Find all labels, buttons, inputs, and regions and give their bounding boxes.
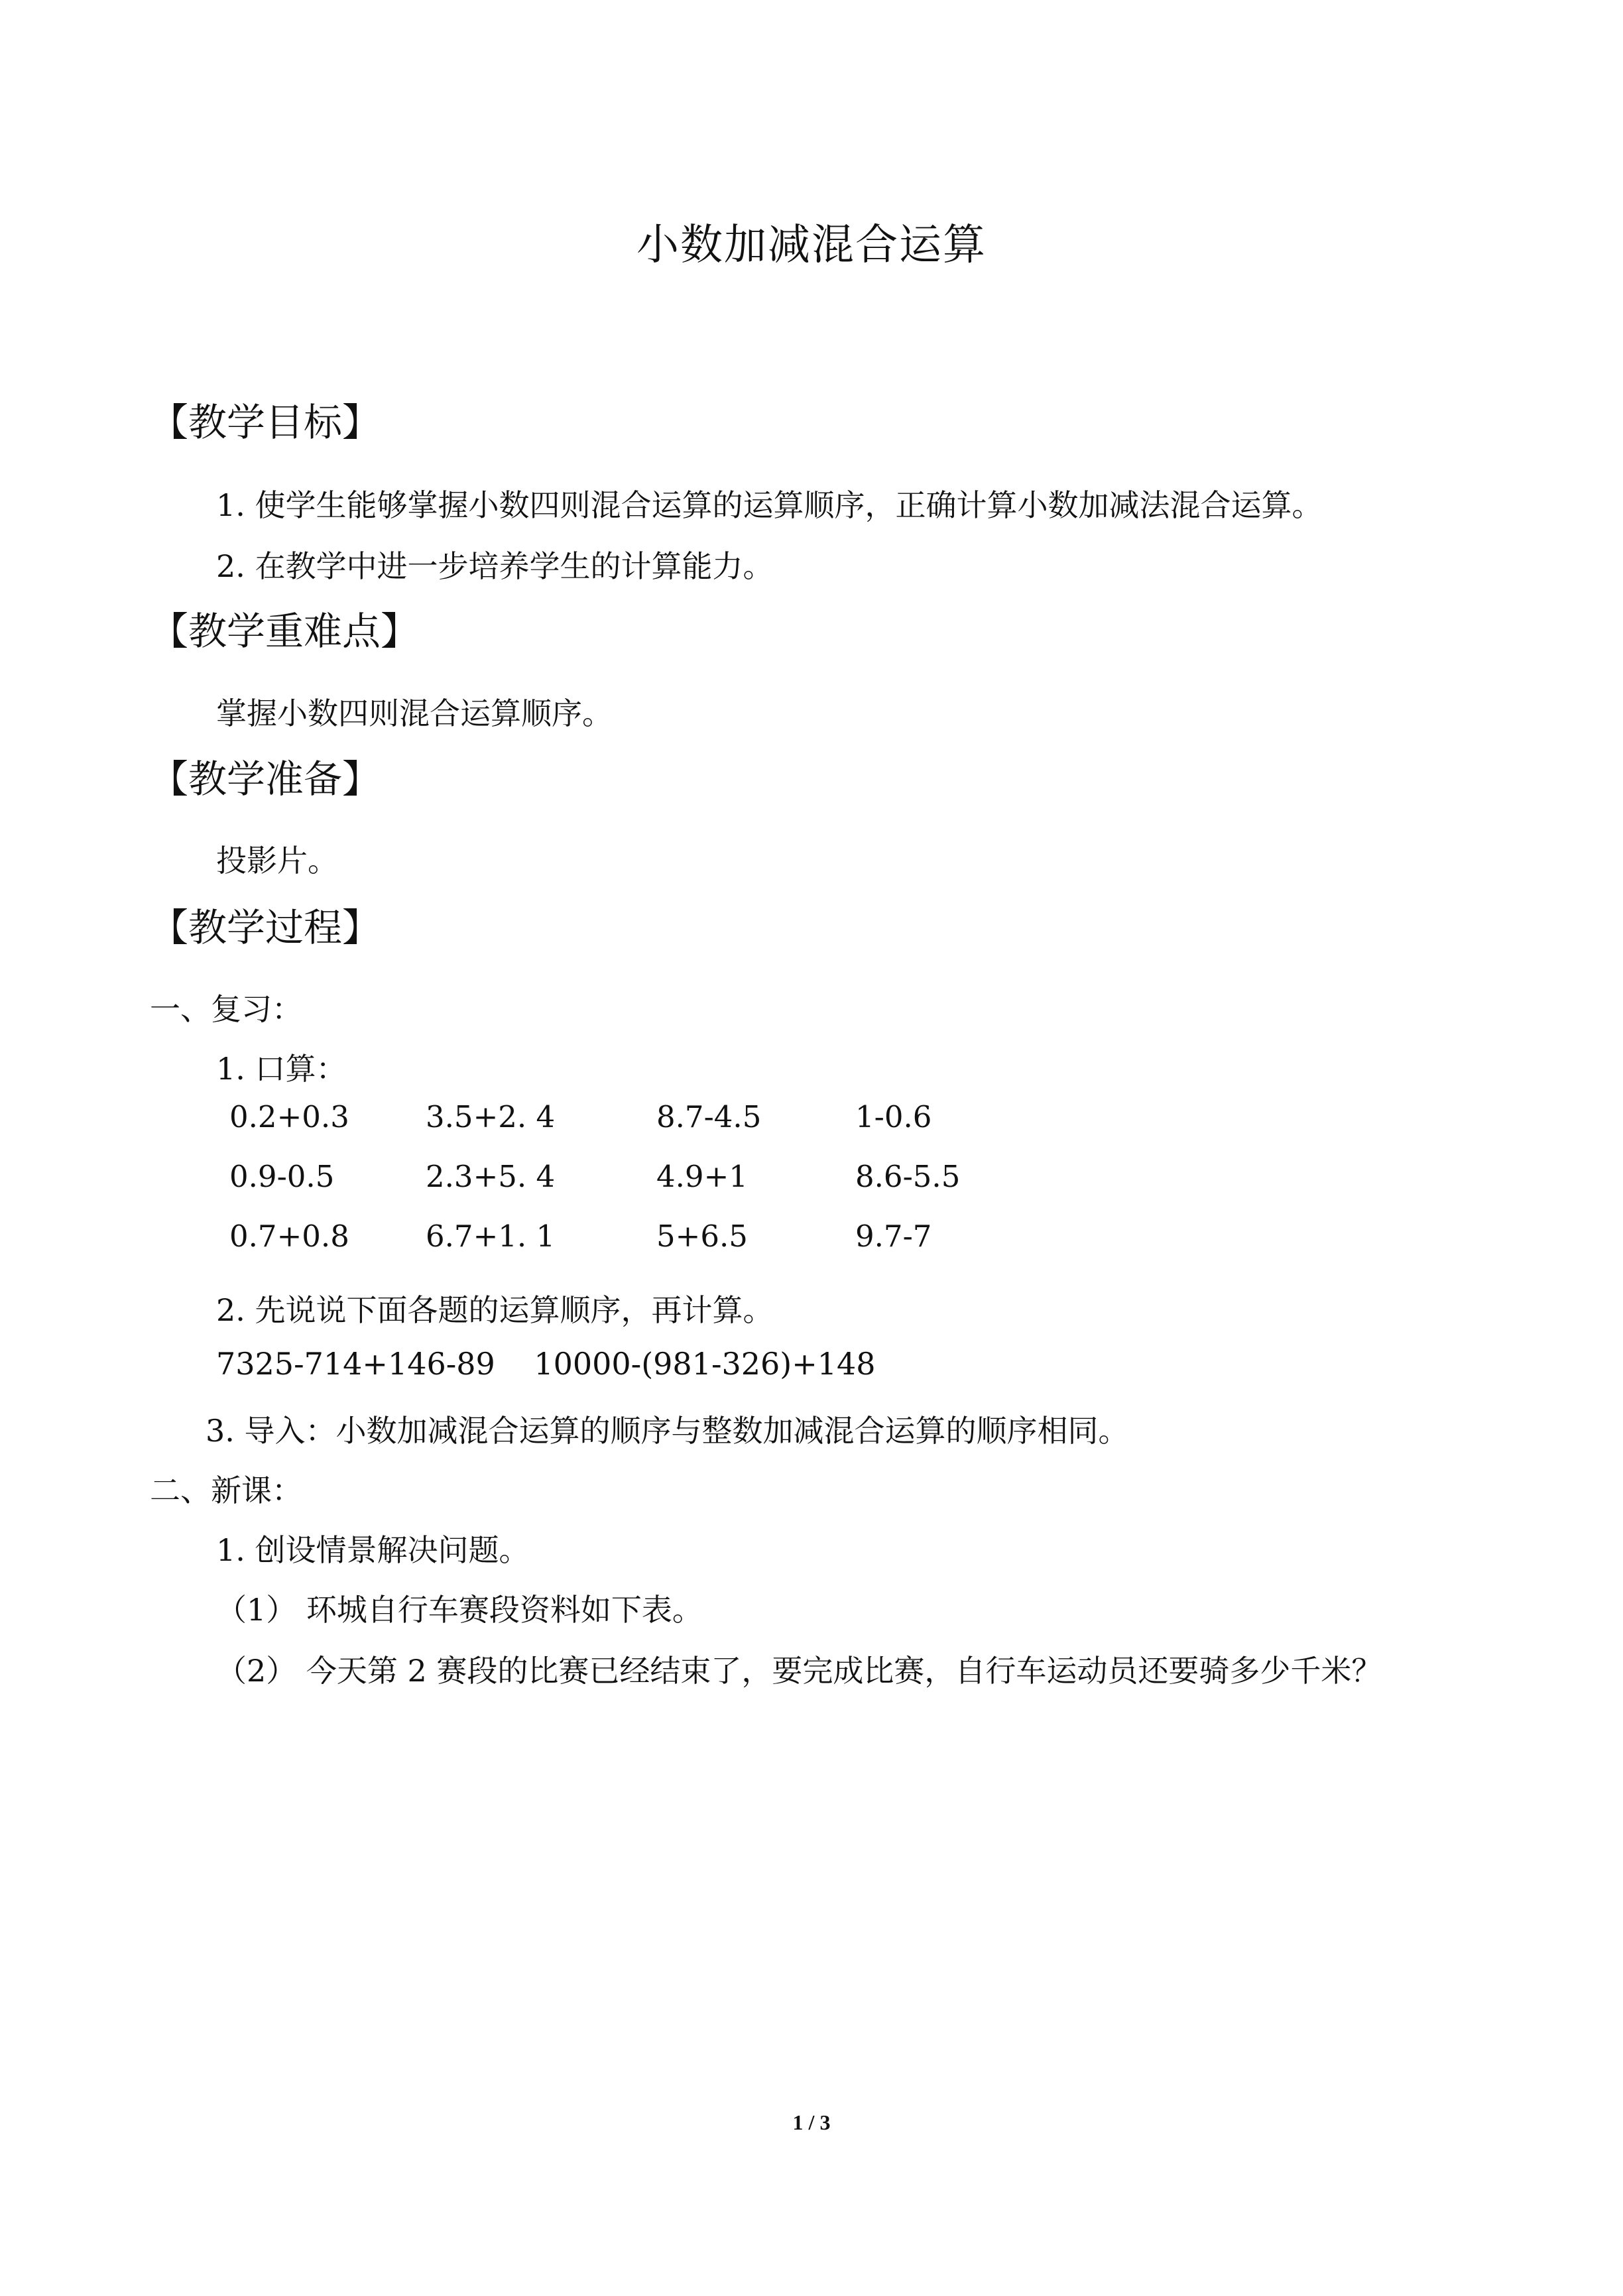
page-title: 小数加减混合运算 (636, 221, 987, 270)
objectives-heading: 【教学目标】 (150, 400, 381, 445)
calc-expression: 6.7+1. 1 (426, 1219, 556, 1254)
page-number: 1 / 3 (792, 2110, 831, 2134)
order-label: 2. 先说说下面各题的运算顺序，再计算。 (216, 1292, 774, 1328)
calc-expression: 4.9+1 (656, 1159, 748, 1194)
objective-item: 2. 在教学中进一步培养学生的计算能力。 (216, 548, 774, 584)
scenario-label: 1. 创设情景解决问题。 (216, 1532, 530, 1568)
calc-expression: 1-0.6 (855, 1099, 932, 1134)
review-label: 一、复习： (150, 991, 302, 1027)
calc-expression: 0.2+0.3 (229, 1099, 349, 1134)
order-expressions: 7325-714+146-89 10000-(981-326)+148 (216, 1346, 876, 1382)
intro-text: 3. 导入：小数加减混合运算的顺序与整数加减混合运算的顺序相同。 (206, 1413, 1129, 1449)
key-points-heading: 【教学重难点】 (150, 609, 420, 654)
calc-expression: 9.7-7 (855, 1219, 932, 1254)
calc-expression: 8.6-5.5 (855, 1159, 961, 1194)
preparation-heading: 【教学准备】 (150, 756, 381, 802)
calc-expression: 0.7+0.8 (229, 1219, 349, 1254)
oral-calc-label: 1. 口算： (216, 1051, 347, 1087)
objective-item: 1. 使学生能够掌握小数四则混合运算的运算顺序，正确计算小数加减法混合运算。 (216, 487, 1323, 523)
new-lesson-label: 二、新课： (150, 1473, 302, 1508)
calc-expression: 5+6.5 (656, 1219, 748, 1254)
calc-expression: 0.9-0.5 (229, 1159, 335, 1194)
preparation-text: 投影片。 (216, 843, 338, 878)
calc-expression: 2.3+5. 4 (426, 1159, 556, 1194)
process-heading: 【教学过程】 (150, 905, 381, 950)
key-points-text: 掌握小数四则混合运算顺序。 (216, 695, 613, 731)
scenario-item: （1） 环城自行车赛段资料如下表。 (216, 1592, 703, 1628)
calc-expression: 3.5+2. 4 (426, 1099, 556, 1134)
scenario-item: （2） 今天第 2 赛段的比赛已经结束了，要完成比赛，自行车运动员还要骑多少千米？ (216, 1653, 1382, 1689)
calc-expression: 8.7-4.5 (656, 1099, 762, 1134)
